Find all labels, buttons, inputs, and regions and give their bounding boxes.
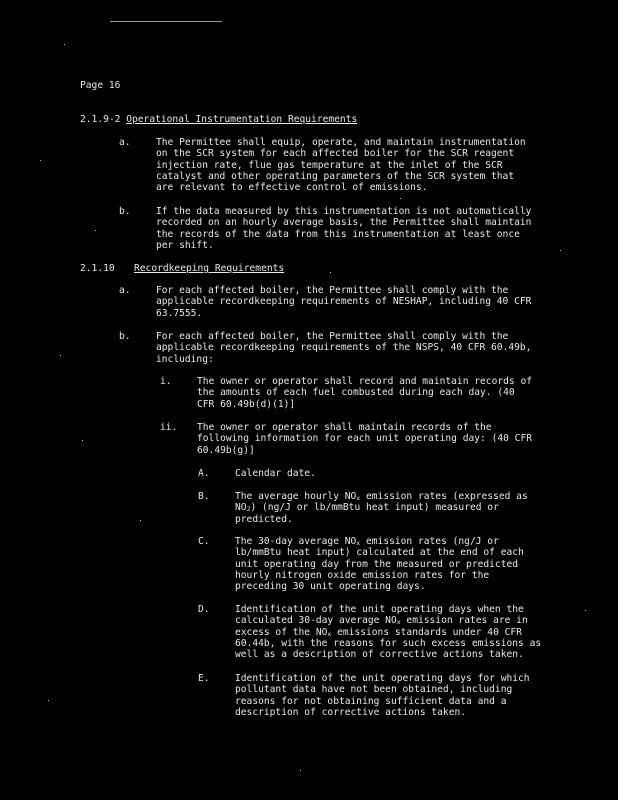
text-line: reasons for not obtaining sufficient data and a xyxy=(235,695,507,707)
item-label: C. xyxy=(198,536,210,547)
text-line xyxy=(235,536,580,547)
text-line: including: xyxy=(156,353,214,365)
scan-speck xyxy=(140,520,141,521)
scan-speck xyxy=(40,160,41,161)
scan-speck xyxy=(560,250,561,251)
scan-speck xyxy=(300,770,301,771)
scan-speck xyxy=(48,700,49,701)
text-line: applicable recordkeeping requirements of the NSPS, 40 CFR 60.49b, xyxy=(156,342,532,354)
subscript: 2 xyxy=(246,505,251,514)
text-line: If the data measured by this instrumentation is not automatically xyxy=(156,206,532,217)
text-span: excess of the NO xyxy=(235,626,328,638)
scan-speck xyxy=(585,610,586,611)
item-label: ii. xyxy=(160,422,178,433)
text-span: emissions standards under 40 CFR xyxy=(331,626,522,638)
scan-speck xyxy=(82,440,83,441)
text-line: CFR 60.49b(d)(1)] xyxy=(197,398,296,410)
section-number: 2.1.9-2 xyxy=(80,114,121,125)
text-line: pollutant data have not been obtained, including xyxy=(235,684,513,696)
text-line: catalyst and other operating parameters of the SCR system that xyxy=(156,170,515,182)
text-span: emission rates are in xyxy=(400,615,528,627)
scan-speck xyxy=(400,198,401,199)
item-label: b. xyxy=(119,206,131,217)
text-line: unit operating day from the measured or predicted xyxy=(235,558,519,570)
text-line xyxy=(235,491,580,502)
subscript: x xyxy=(396,618,401,627)
scan-top-line xyxy=(110,21,222,22)
text-line xyxy=(235,502,580,513)
section-number: 2.1.10 xyxy=(80,263,115,274)
section-heading-2-1-10 xyxy=(80,263,284,274)
text-line: The owner or operator shall record and maintain records of xyxy=(197,376,533,387)
text-line: 63.7555. xyxy=(156,307,203,319)
text-line: hourly nitrogen oxide emission rates for the xyxy=(235,569,490,581)
item-label: B. xyxy=(198,491,210,502)
text-line: applicable recordkeeping requirements of NESHAP, including 40 CFR xyxy=(156,296,532,308)
scan-speck xyxy=(60,355,61,356)
subscript: x xyxy=(356,494,361,502)
text-line: recorded on an hourly average basis, the Permittee shall maintain xyxy=(156,217,532,229)
item-label: b. xyxy=(119,331,131,342)
item-label: a. xyxy=(119,137,131,148)
subscript: x xyxy=(327,629,332,638)
page-number: Page 16 xyxy=(80,80,121,91)
text-span: calculated 30-day average NO xyxy=(235,615,397,627)
text-line: 60.49b(g)] xyxy=(197,444,255,456)
text-line: the amounts of each fuel combusted during each day. (40 xyxy=(197,387,515,399)
text-line: on the SCR system for each affected boiler for the SCR reagent xyxy=(156,148,515,160)
item-label: a. xyxy=(119,285,131,296)
text-line xyxy=(235,627,580,638)
text-line: predicted. xyxy=(235,513,293,525)
text-line: preceding 30 unit operating days. xyxy=(235,581,426,593)
subscript: x xyxy=(356,539,361,547)
text-line: well as a description of corrective actions taken. xyxy=(235,649,524,661)
text-line: injection rate, flue gas temperature at the inlet of the SCR xyxy=(156,159,503,171)
text-line: For each affected boiler, the Permittee shall comply with the xyxy=(156,331,509,342)
item-label: i. xyxy=(160,376,172,387)
text-span: The 30-day average NO xyxy=(235,536,357,547)
text-line: description of corrective actions taken. xyxy=(235,706,467,718)
text-line: The Permittee shall equip, operate, and maintain instrumentation xyxy=(156,137,526,148)
item-label: A. xyxy=(198,468,210,479)
text-line: per shift. xyxy=(156,239,214,251)
text-span: emission rates (expressed as xyxy=(360,491,528,502)
scan-speck xyxy=(330,272,331,273)
scan-speck xyxy=(95,230,96,231)
section-title: Operational Instrumentation Requirements xyxy=(126,114,358,125)
text-span: emission rates (ng/J or xyxy=(360,536,499,547)
text-span: NO xyxy=(235,502,247,514)
text-line: are relevant to effective control of emissions. xyxy=(156,182,428,194)
item-label: D. xyxy=(198,604,210,615)
scan-speck xyxy=(64,44,65,45)
text-line: lb/mmBtu heat input) calculated at the end of each xyxy=(235,547,524,559)
text-line: For each affected boiler, the Permittee shall comply with the xyxy=(156,285,509,296)
text-line: Identification of the unit operating days when the xyxy=(235,604,524,615)
section-heading-2-1-9-2 xyxy=(80,114,357,125)
text-span: ) (ng/J or lb/mmBtu heat input) measured or xyxy=(250,502,499,514)
text-line: Identification of the unit operating days for which xyxy=(235,673,530,684)
text-line: following information for each unit operating day: (40 CFR xyxy=(197,433,533,445)
text-line: the records of the data from this instrumentation at least once xyxy=(156,228,520,240)
text-line xyxy=(235,615,580,626)
text-line: The owner or operator shall maintain records of the xyxy=(197,422,492,433)
text-line: Calendar date. xyxy=(235,468,316,479)
text-line: 60.44b, with the reasons for such excess emissions as xyxy=(235,637,542,649)
text-span: The average hourly NO xyxy=(235,491,357,502)
section-title: Recordkeeping Requirements xyxy=(134,263,285,274)
item-label: E. xyxy=(198,673,210,684)
